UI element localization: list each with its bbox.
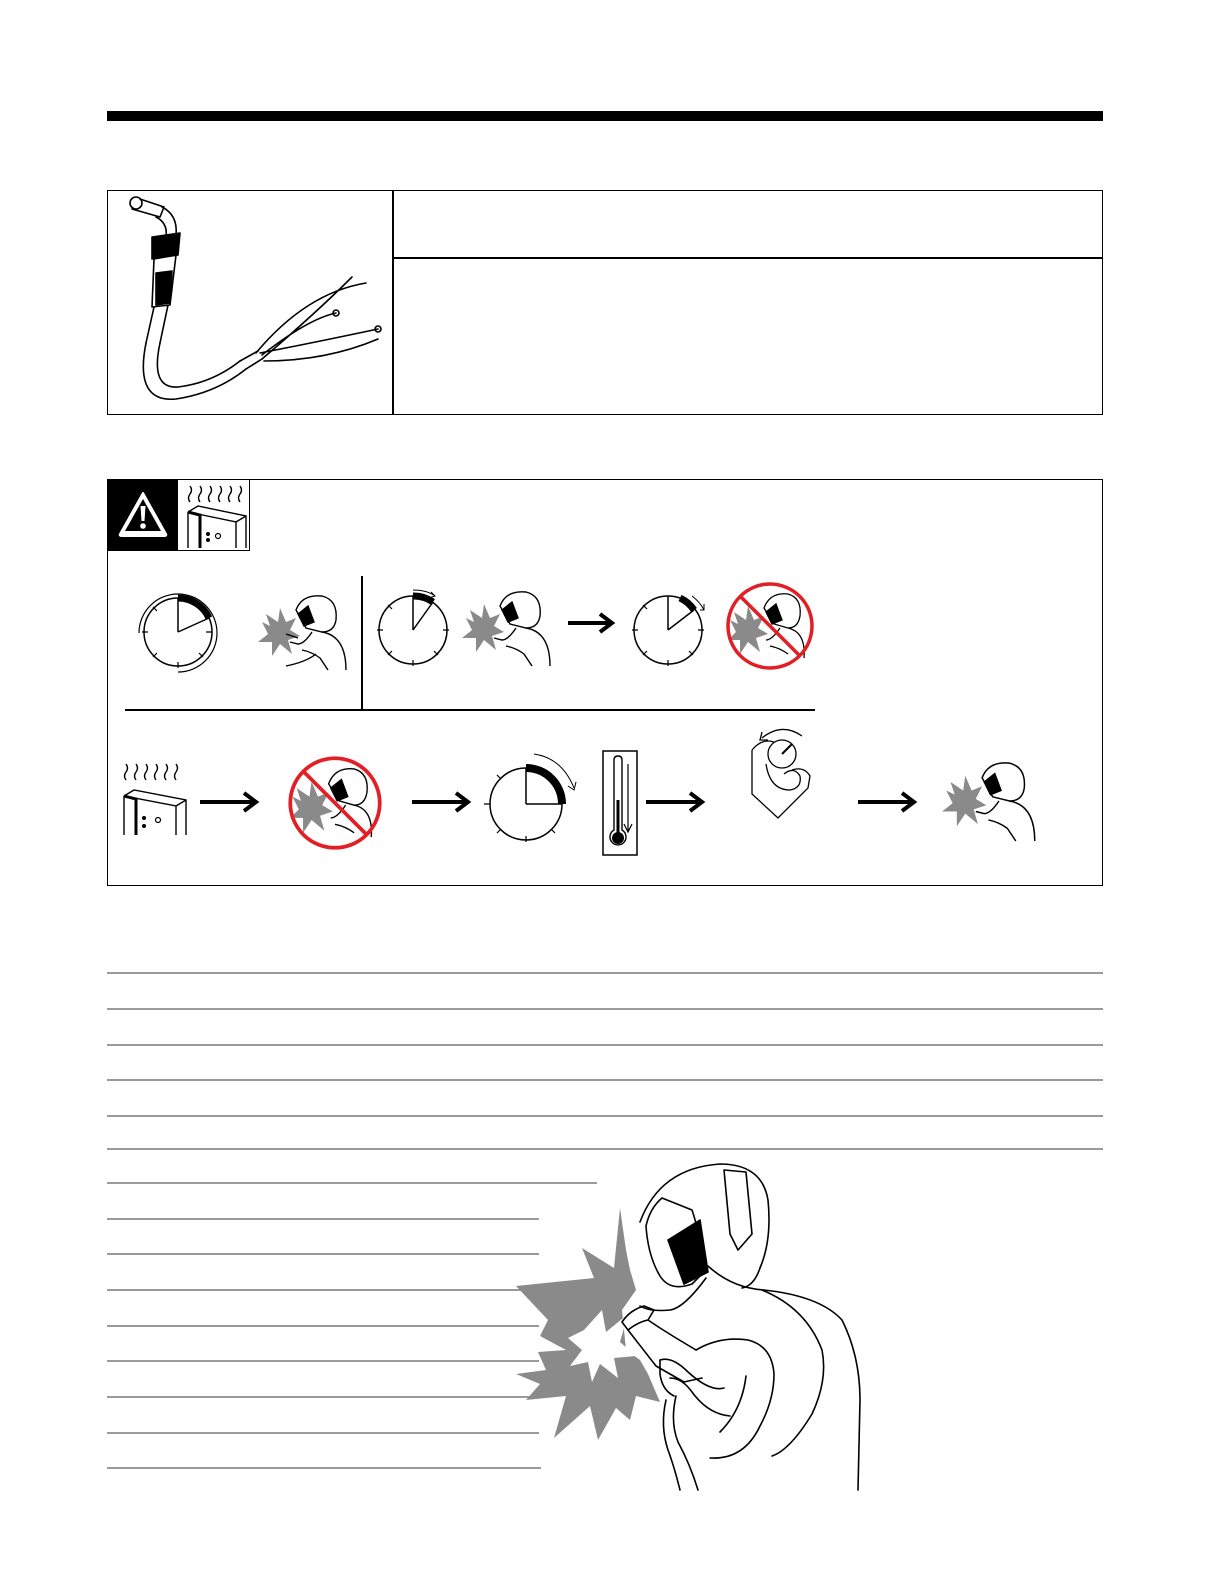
duty-cycle-vertical-divider bbox=[361, 576, 363, 709]
spec-rule bbox=[107, 1396, 539, 1398]
description-cell-bottom bbox=[404, 269, 1092, 406]
no-welding-icon bbox=[724, 580, 816, 672]
spec-rule bbox=[107, 1253, 539, 1255]
no-welding-icon bbox=[286, 754, 384, 852]
thermometer-icon bbox=[602, 750, 638, 856]
clock-icon bbox=[628, 586, 714, 666]
spec-rule bbox=[107, 1148, 1103, 1150]
spec-rule bbox=[107, 1008, 1103, 1010]
clock-icon bbox=[373, 586, 453, 666]
spec-rule bbox=[107, 1467, 541, 1469]
arrow-right-icon bbox=[410, 789, 472, 815]
adjust-knob-icon bbox=[748, 724, 816, 820]
arrow-right-icon bbox=[566, 610, 616, 636]
arrow-right-icon bbox=[198, 789, 260, 815]
arrow-right-icon bbox=[856, 789, 918, 815]
box1-vertical-divider bbox=[392, 191, 394, 414]
gun-description-box bbox=[107, 190, 1103, 415]
warning-block bbox=[108, 480, 178, 551]
spec-rule bbox=[107, 1325, 539, 1327]
spec-rule bbox=[107, 1360, 539, 1362]
overheated-machine-icon bbox=[182, 482, 248, 548]
warning-triangle-icon bbox=[116, 489, 170, 539]
clock-icon bbox=[482, 750, 582, 842]
spec-rule bbox=[107, 1079, 1103, 1081]
welding-gun-icon bbox=[116, 193, 391, 408]
spec-rule bbox=[107, 1289, 539, 1291]
duty-cycle-box bbox=[107, 479, 1103, 886]
duty-cycle-warning-text bbox=[268, 488, 1092, 548]
spec-rule bbox=[107, 972, 1103, 974]
duty-cycle-horizontal-divider bbox=[125, 709, 815, 711]
overheated-machine-icon bbox=[118, 760, 188, 835]
arrow-right-icon bbox=[644, 789, 706, 815]
spec-rule bbox=[107, 1044, 1103, 1046]
welder-icon bbox=[940, 758, 1040, 844]
welder-icon bbox=[460, 588, 555, 668]
top-rule bbox=[107, 111, 1103, 121]
overheat-icon-box bbox=[178, 480, 250, 551]
spec-rule bbox=[107, 1218, 539, 1220]
description-cell-top bbox=[404, 199, 1092, 253]
box1-horizontal-divider bbox=[392, 257, 1102, 259]
spec-rule bbox=[107, 1115, 1103, 1117]
clock-icon bbox=[133, 588, 223, 678]
welder-illustration-icon bbox=[510, 1160, 870, 1490]
spec-rule bbox=[107, 1432, 539, 1434]
welder-icon bbox=[256, 592, 351, 672]
duty-cycle-side-note bbox=[828, 580, 1092, 700]
